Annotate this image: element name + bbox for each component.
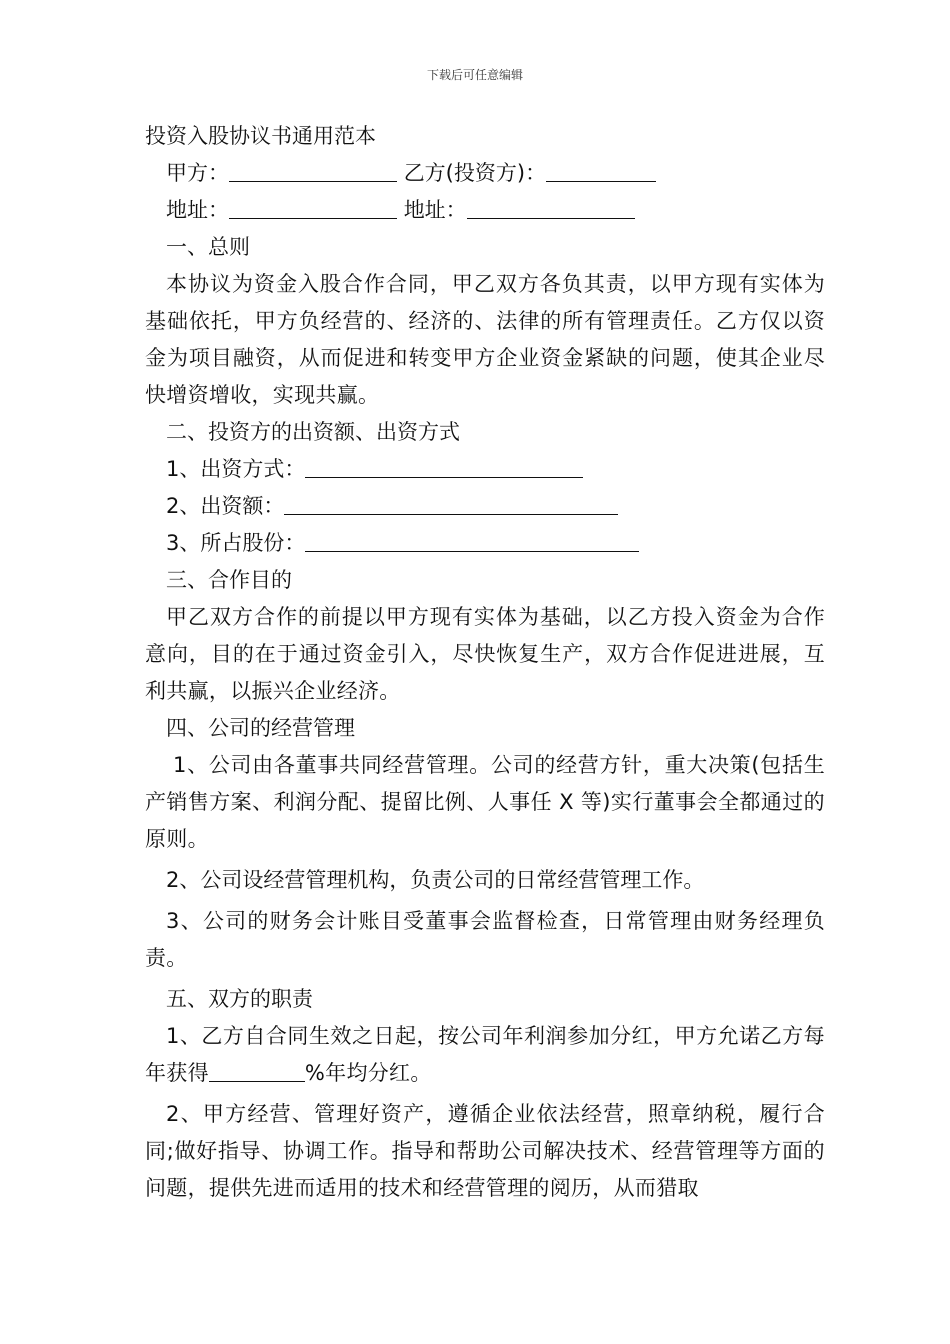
section-4-item-2: 2、公司设经营管理机构，负责公司的日常经营管理工作。 [166, 868, 705, 892]
party-b-blank[interactable] [546, 159, 656, 182]
party-b-label: 乙方(投资方)： [403, 161, 547, 185]
address-b-blank[interactable] [467, 196, 635, 219]
document-title: 投资入股协议书通用范本 [145, 124, 376, 148]
item-label: 2、出资额： [166, 494, 285, 518]
header-note: 下载后可任意编辑 [426, 68, 523, 82]
item-label: 3、所占股份： [166, 531, 306, 555]
contribution-method-blank[interactable] [305, 455, 583, 478]
section-4-heading: 四、公司的经营管理 [166, 716, 355, 740]
section-5-item-1 [145, 1018, 825, 1092]
section-5-item-2: 2、甲方经营、管理好资产，遵循企业依法经营，照章纳税，履行合同;做好指导、协调工作。指导和帮助公司解决技术、经营管理等方面的问题，提供先进而适用的技术和经营管理的阅历，从而猎取 [145, 1102, 825, 1200]
item-label: 1、出资方式： [166, 457, 306, 481]
contribution-amount-blank[interactable] [284, 492, 618, 515]
item-text: 1、乙方自合同生效之日起，按公司年利润参加分红，甲方允诺乙方每年获得 [145, 1024, 825, 1085]
section-4-item-3: 3、公司的财务会计账目受董事会监督检查，日常管理由财务经理负责。 [145, 909, 825, 970]
address-b-label: 地址： [403, 198, 467, 222]
section-2-heading: 二、投资方的出资额、出资方式 [166, 420, 460, 444]
section-3-body: 甲乙双方合作的前提以甲方现有实体为基础，以乙方投入资金为合作意向，目的在于通过资金引入，尽快恢复生产，双方合作促进进展，互利共赢，以振兴企业经济。 [145, 605, 825, 703]
section-2-item-2 [145, 488, 825, 525]
section-2-item-1 [145, 451, 825, 488]
share-percentage-blank[interactable] [305, 529, 639, 552]
document-body [145, 118, 825, 1207]
party-a-label: 甲方： [166, 161, 229, 185]
section-1-heading: 一、总则 [166, 235, 250, 259]
section-1-body: 本协议为资金入股合作合同，甲乙双方各负其责，以甲方现有实体为基础依托，甲方负经营的、经济的、法律的所有管理责任。乙方仅以资金为项目融资，从而促进和转变甲方企业资金紧缺的问题，使其企业尽快增资增收，实现共赢。 [145, 272, 825, 407]
item-text-end: %年均分红。 [304, 1061, 432, 1085]
address-a-blank[interactable] [229, 196, 397, 219]
section-2-item-3 [145, 525, 825, 562]
dividend-percent-blank[interactable] [209, 1059, 305, 1082]
party-a-blank[interactable] [229, 159, 397, 182]
address-line [145, 192, 825, 229]
address-a-label: 地址： [166, 198, 229, 222]
party-line [145, 155, 825, 192]
section-3-heading: 三、合作目的 [166, 568, 292, 592]
section-5-heading: 五、双方的职责 [166, 987, 313, 1011]
section-4-item-1: 1、公司由各董事共同经营管理。公司的经营方针，重大决策(包括生产销售方案、利润分配、提留比例、人事任 X 等)实行董事会全都通过的原则。 [145, 753, 825, 851]
